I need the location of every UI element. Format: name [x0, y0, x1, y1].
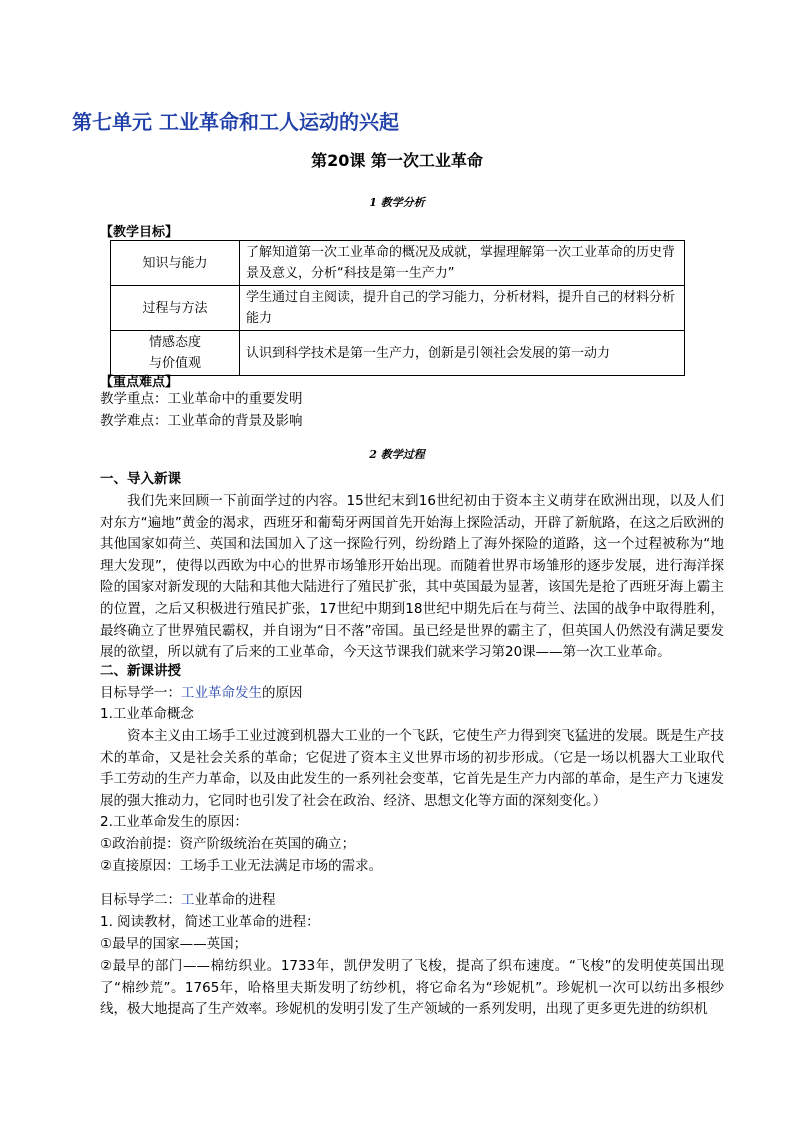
part1-heading: 一、导入新课 — [100, 471, 181, 487]
cause-item: ①政治前提：资产阶级统治在英国的确立； — [100, 836, 356, 852]
process-step-paragraph: ②最早的部门——棉纺织业。1733年，凯伊发明了飞梭，提高了织布速度。“飞梭”的发明使英国出现了“棉纱荒”。1765年，哈格里夫斯发明了纺纱机，将它命名为“珍妮机”。珍妮机一次可以纺出多根纱线，极大地提高了生产效率。珍妮机的发明引发了生产领域的一系列发明，出现了更多更先进的纺织机 — [100, 958, 724, 1018]
goal2-prefix: 目标导学二： — [100, 892, 181, 908]
concept-paragraph: 资本主义由工场手工业过渡到机器大工业的一个飞跃，它使生产力得到突飞猛进的发展。既是生产技术的革命，又是社会关系的革命；它促进了资本主义世界市场的初步形成。（它是一场以机器大工业取代手工劳动的生产力革命，以及由此发生的一系列社会变革，它首先是生产力内部的革命，是生产力飞速发展的强大推动力，它同时也引发了社会在政治、经济、思想文化等方面的深刻变化。） — [100, 728, 724, 809]
goal-value: 认识到科学技术是第一生产力，创新是引领社会发展的第一动力 — [240, 331, 685, 376]
goals-table — [110, 240, 685, 376]
causes-heading: 2.工业革命发生的原因： — [100, 814, 248, 830]
goal2-suffix: 业革命的进程 — [194, 892, 276, 908]
goal-value: 了解知道第一次工业革命的概况及成就，掌握理解第一次工业革命的历史背景及意义，分析“科技是第一生产力” — [240, 241, 685, 286]
goal1-highlight: 工业革命发生 — [181, 685, 262, 701]
unit-title: 第七单元 工业革命和工人运动的兴起 — [72, 110, 399, 134]
table-row — [111, 331, 685, 376]
part2-heading: 二、新课讲授 — [100, 663, 181, 679]
process-step: ①最早的国家——英国； — [100, 936, 248, 952]
goal-key: 过程与方法 — [111, 286, 240, 331]
goal2-heading — [100, 890, 720, 912]
goals-heading: 【教学目标】 — [100, 225, 179, 240]
goal1-heading — [100, 683, 720, 705]
cause-item: ②直接原因：工场手工业无法满足市场的需求。 — [100, 858, 383, 874]
goal1-prefix: 目标导学一： — [100, 685, 181, 701]
intro-paragraph: 我们先来回顾一下前面学过的内容。15世纪末到16世纪初由于资本主义萌芽在欧洲出现，以及人们对东方“遍地”黄金的渴求，西班牙和葡萄牙两国首先开始海上探险活动，开辟了新航路，在这之后欧洲的其他国家如荷兰、英国和法国加入了这一探险行列，纷纷踏上了海外探险的道路，这一个过程被称为“地理大发现”，使得以西欧为中心的世界市场雏形开始出现。而随着世界市场雏形的逐步发展，进行海洋探险的国家对新发现的大陆和其他大陆进行了殖民扩张，其中英国最为显著，该国先是抢了西班牙海上霸主的位置，之后又积极进行殖民扩张，17世纪中期到18世纪中期先后在与荷兰、法国的战争中取得胜利，最终确立了世界殖民霸权，并自诩为“日不落”帝国。虽已经是世界的霸主了，但英国人仍然没有满足要发展的欲望，所以就有了后来的工业革命，今天这节课我们就来学习第20课——第一次工业革命。 — [100, 493, 724, 661]
lesson-title: 第20课 第一次工业革命 — [311, 151, 483, 170]
section-heading-analysis: 1 教学分析 — [369, 196, 425, 209]
goal1-suffix: 的原因 — [262, 685, 303, 701]
key-points-heading: 【重点难点】 — [100, 375, 179, 390]
goal-value: 学生通过自主阅读，提升自己的学习能力，分析材料，提升自己的材料分析能力 — [240, 286, 685, 331]
key-point: 教学重点：工业革命中的重要发明 — [100, 391, 303, 407]
goal-key: 知识与能力 — [111, 241, 240, 286]
goal2-highlight: 工 — [181, 892, 195, 908]
table-row — [111, 286, 685, 331]
table-row — [111, 241, 685, 286]
read-task: 1. 阅读教材，简述工业革命的进程： — [100, 914, 320, 930]
concept-heading: 1.工业革命概念 — [100, 706, 194, 722]
section-heading-process: 2 教学过程 — [369, 448, 425, 461]
goal-key: 情感态度 与价值观 — [111, 331, 240, 376]
difficult-point: 教学难点：工业革命的背景及影响 — [100, 413, 303, 429]
